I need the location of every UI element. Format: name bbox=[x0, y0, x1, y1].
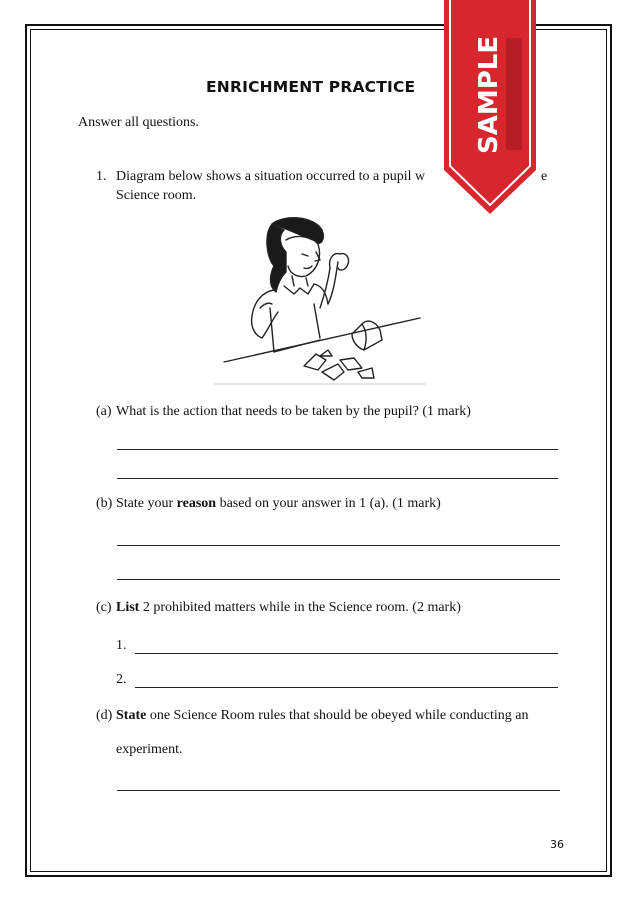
sample-badge-text: SAMPLE bbox=[474, 35, 504, 154]
answer-line-a1[interactable] bbox=[117, 449, 558, 450]
question-1-text-line1-end: e bbox=[541, 169, 548, 184]
answer-line-a2[interactable] bbox=[117, 478, 558, 479]
part-c-item-2-number: 2. bbox=[116, 672, 127, 687]
part-d-text-bold: State bbox=[116, 708, 147, 723]
part-c-text bbox=[116, 599, 461, 617]
part-c-label: (c) bbox=[96, 600, 112, 615]
answer-line-d1[interactable] bbox=[117, 790, 560, 791]
page-number: 36 bbox=[550, 838, 564, 851]
part-d-text-line2: experiment. bbox=[116, 742, 183, 757]
answer-line-c2[interactable] bbox=[135, 687, 558, 688]
sample-badge-sublabel-bar bbox=[506, 38, 522, 150]
part-b-text bbox=[116, 495, 441, 513]
question-1-text-line2: Science room. bbox=[116, 188, 197, 203]
part-c-text-bold: List bbox=[116, 600, 140, 615]
answer-line-b2[interactable] bbox=[117, 579, 560, 580]
part-b-label: (b) bbox=[96, 496, 113, 511]
part-c-text-post: 2 prohibited matters while in the Science room. (2 mark) bbox=[139, 600, 461, 615]
question-1-text-line1: Diagram below shows a situation occurred to a pupil w bbox=[116, 169, 426, 184]
part-b-text-pre: State your bbox=[116, 496, 177, 511]
answer-line-c1[interactable] bbox=[135, 653, 558, 654]
worksheet-title: ENRICHMENT PRACTICE bbox=[206, 78, 416, 96]
part-d-text bbox=[116, 707, 529, 725]
part-d-label: (d) bbox=[96, 708, 113, 723]
instruction-text: Answer all questions. bbox=[78, 115, 199, 130]
question-1-number: 1. bbox=[96, 169, 107, 184]
answer-line-b1[interactable] bbox=[117, 545, 560, 546]
part-b-text-bold: reason bbox=[176, 496, 217, 511]
part-a-label: (a) bbox=[96, 404, 112, 419]
part-c-item-1-number: 1. bbox=[116, 638, 127, 653]
sample-badge bbox=[440, 0, 540, 216]
part-a-text: What is the action that needs to be taken by the pupil? (1 mark) bbox=[116, 404, 471, 419]
part-b-text-post: based on your answer in 1 (a). (1 mark) bbox=[216, 496, 441, 511]
part-d-text-post: one Science Room rules that should be obeyed while conducting an bbox=[146, 708, 529, 723]
pupil-broken-glass-illustration bbox=[212, 212, 427, 392]
